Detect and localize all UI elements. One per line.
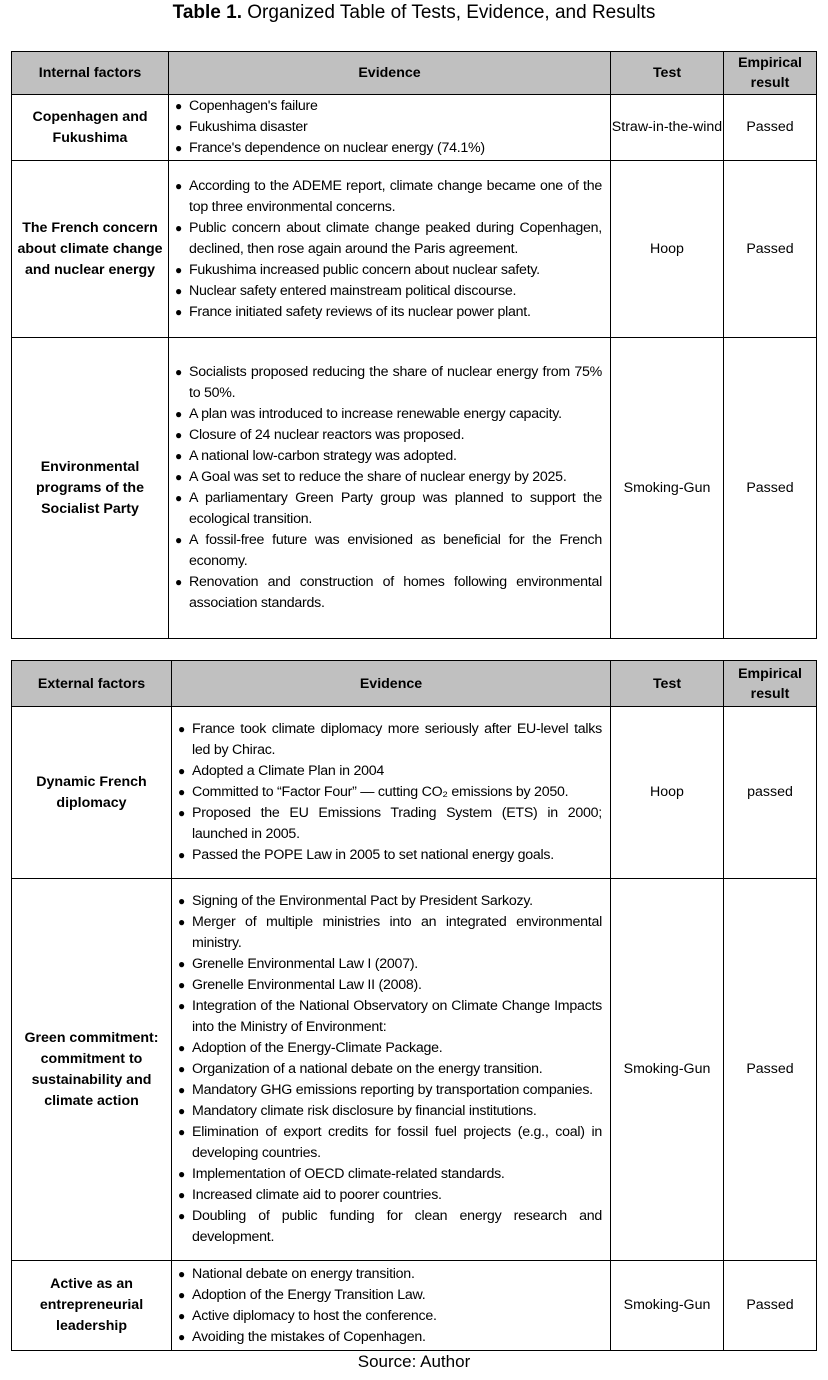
evidence-text: Integration of the National Observatory on Climate Change Impacts into the Ministry of Environment:	[192, 998, 602, 1035]
bullet-icon: ●	[178, 1062, 185, 1076]
evidence-item	[178, 1101, 602, 1122]
bullet-icon: ●	[178, 957, 185, 971]
evidence-text: Public concern about climate change peaked during Copenhagen, declined, then rose again around the Paris agreement.	[189, 219, 602, 257]
evidence-text: Proposed the EU Emissions Trading System (ETS) in 2000; launched in 2005.	[192, 805, 602, 842]
evidence-list	[175, 362, 602, 614]
factor-cell: Active as an entrepreneurial leadership	[12, 1261, 172, 1351]
table-row	[12, 707, 817, 879]
header-result: Empirical result	[724, 661, 817, 707]
test-cell: Smoking-Gun	[611, 879, 724, 1261]
evidence-text: Avoiding the mistakes of Copenhagen.	[192, 1328, 426, 1345]
evidence-text: Grenelle Environmental Law I (2007).	[192, 956, 419, 972]
evidence-item	[178, 1122, 602, 1164]
evidence-item	[178, 845, 602, 866]
bullet-icon: ●	[178, 999, 185, 1013]
evidence-text: Closure of 24 nuclear reactors was proposed.	[189, 427, 465, 443]
evidence-item	[178, 954, 602, 975]
evidence-cell	[169, 95, 611, 161]
evidence-item	[175, 96, 602, 117]
bullet-icon: ●	[175, 575, 182, 589]
evidence-text: A plan was introduced to increase renewable energy capacity.	[189, 406, 562, 422]
evidence-list	[175, 176, 602, 323]
evidence-text: A national low-carbon strategy was adopted.	[189, 448, 457, 464]
header-factors: External factors	[12, 661, 172, 707]
bullet-icon: ●	[175, 428, 182, 442]
result-cell: passed	[724, 707, 817, 879]
evidence-text: Elimination of export credits for fossil fuel projects (e.g., coal) in developing countries.	[192, 1124, 602, 1161]
bullet-icon: ●	[178, 806, 185, 820]
table-row	[12, 95, 817, 161]
evidence-item	[175, 176, 602, 218]
factor-cell: Copenhagen and Fukushima	[12, 95, 169, 161]
evidence-text: Adoption of the Energy-Climate Package.	[192, 1040, 443, 1056]
evidence-item	[175, 425, 602, 446]
evidence-text: Fukushima increased public concern about nuclear safety.	[189, 261, 540, 278]
bullet-icon: ●	[178, 848, 185, 862]
table-row	[12, 1261, 817, 1351]
evidence-text: Signing of the Environmental Pact by President Sarkozy.	[192, 893, 533, 909]
bullet-icon: ●	[175, 178, 182, 193]
factor-cell: Dynamic French diplomacy	[12, 707, 172, 879]
evidence-cell	[172, 1261, 611, 1351]
evidence-list	[175, 96, 602, 159]
evidence-cell	[169, 338, 611, 639]
bullet-icon: ●	[175, 283, 182, 298]
bullet-icon: ●	[178, 1125, 185, 1139]
evidence-item	[175, 488, 602, 530]
evidence-text: Merger of multiple ministries into an integrated environmental ministry.	[192, 914, 602, 951]
evidence-item	[175, 138, 602, 159]
evidence-text: Active diplomacy to host the conference.	[192, 1307, 437, 1324]
bullet-icon: ●	[175, 120, 182, 134]
table-header-row	[12, 52, 817, 95]
bullet-icon: ●	[178, 1329, 185, 1344]
evidence-text: A Goal was set to reduce the share of nuclear energy by 2025.	[189, 469, 567, 485]
result-cell: Passed	[724, 95, 817, 161]
evidence-text: Doubling of public funding for clean energy research and development.	[192, 1208, 602, 1245]
evidence-text: Implementation of OECD climate-related standards.	[192, 1166, 505, 1182]
evidence-item	[178, 803, 602, 845]
bullet-icon: ●	[178, 1209, 185, 1223]
bullet-icon: ●	[175, 407, 182, 421]
table-row	[12, 879, 817, 1261]
evidence-item	[178, 1327, 602, 1348]
evidence-item	[175, 404, 602, 425]
evidence-item	[178, 1185, 602, 1206]
test-cell: Smoking-Gun	[611, 338, 724, 639]
evidence-item	[175, 530, 602, 572]
bullet-icon: ●	[178, 1167, 185, 1181]
table-caption	[0, 0, 828, 26]
header-result: Empirical result	[724, 52, 817, 95]
result-cell: Passed	[724, 161, 817, 338]
evidence-item	[175, 260, 602, 281]
evidence-text: Mandatory climate risk disclosure by financial institutions.	[192, 1103, 537, 1119]
header-test: Test	[611, 52, 724, 95]
evidence-item	[175, 302, 602, 323]
evidence-item	[178, 782, 602, 803]
evidence-item	[178, 1264, 602, 1285]
evidence-text: Nuclear safety entered mainstream political discourse.	[189, 282, 517, 299]
test-cell: Hoop	[611, 161, 724, 338]
evidence-cell	[169, 161, 611, 338]
evidence-text: France initiated safety reviews of its nuclear power plant.	[189, 303, 531, 320]
result-cell: Passed	[724, 1261, 817, 1351]
evidence-item	[178, 912, 602, 954]
evidence-item	[178, 1306, 602, 1327]
evidence-cell	[172, 879, 611, 1261]
test-cell: Straw-in-the-wind	[611, 95, 724, 161]
header-factors: Internal factors	[12, 52, 169, 95]
evidence-text: Copenhagen's failure	[189, 98, 318, 114]
bullet-icon: ●	[175, 141, 182, 155]
bullet-icon: ●	[178, 785, 185, 799]
bullet-icon: ●	[178, 894, 185, 908]
evidence-cell	[172, 707, 611, 879]
evidence-item	[178, 1038, 602, 1059]
evidence-text: Committed to “Factor Four” — cutting CO₂ emissions by 2050.	[192, 784, 569, 800]
source-note: Source: Author	[357, 1352, 471, 1371]
evidence-item	[178, 891, 602, 912]
evidence-text: Mandatory GHG emissions reporting by transportation companies.	[192, 1082, 593, 1098]
evidence-text: Organization of a national debate on the energy transition.	[192, 1061, 543, 1077]
internal-factors-table	[11, 51, 817, 639]
evidence-item	[178, 1164, 602, 1185]
bullet-icon: ●	[175, 449, 182, 463]
evidence-text: Renovation and construction of homes following environmental association standards.	[189, 574, 602, 611]
evidence-text: Increased climate aid to poorer countries.	[192, 1187, 442, 1203]
evidence-list	[178, 719, 602, 866]
bullet-icon: ●	[178, 915, 185, 929]
bullet-icon: ●	[178, 722, 185, 736]
bullet-icon: ●	[175, 533, 182, 547]
evidence-item	[178, 1059, 602, 1080]
evidence-text: Socialists proposed reducing the share of nuclear energy from 75% to 50%.	[189, 364, 602, 401]
evidence-item	[178, 996, 602, 1038]
factor-cell: Green commitment: commitment to sustainability and climate action	[12, 879, 172, 1261]
evidence-text: Passed the POPE Law in 2005 to set national energy goals.	[192, 847, 554, 863]
evidence-item	[175, 467, 602, 488]
evidence-text: France took climate diplomacy more seriously after EU-level talks led by Chirac.	[192, 721, 602, 758]
header-evidence: Evidence	[169, 52, 611, 95]
test-cell: Smoking-Gun	[611, 1261, 724, 1351]
evidence-text: A fossil-free future was envisioned as beneficial for the French economy.	[189, 532, 602, 569]
result-cell: Passed	[724, 879, 817, 1261]
bullet-icon: ●	[178, 1308, 185, 1323]
evidence-item	[178, 1080, 602, 1101]
evidence-text: A parliamentary Green Party group was planned to support the ecological transition.	[189, 490, 602, 527]
factor-cell: Environmental programs of the Socialist Party	[12, 338, 169, 639]
evidence-item	[175, 218, 602, 260]
bullet-icon: ●	[175, 304, 182, 319]
table-row	[12, 161, 817, 338]
external-factors-table	[11, 660, 817, 1351]
evidence-text: France's dependence on nuclear energy (74.1%)	[189, 140, 485, 156]
bullet-icon: ●	[178, 1041, 185, 1055]
evidence-item	[175, 362, 602, 404]
evidence-list	[178, 1264, 602, 1348]
evidence-list	[178, 891, 602, 1248]
evidence-text: Fukushima disaster	[189, 119, 308, 135]
bullet-icon: ●	[178, 978, 185, 992]
evidence-text: According to the ADEME report, climate change became one of the top three environmental concerns.	[189, 177, 602, 215]
evidence-item	[178, 1285, 602, 1306]
test-cell: Hoop	[611, 707, 724, 879]
table-row	[12, 338, 817, 639]
evidence-text: National debate on energy transition.	[192, 1265, 415, 1282]
header-evidence: Evidence	[172, 661, 611, 707]
evidence-text: Adopted a Climate Plan in 2004	[192, 763, 385, 779]
bullet-icon: ●	[175, 220, 182, 235]
bullet-icon: ●	[178, 1104, 185, 1118]
bullet-icon: ●	[178, 764, 185, 778]
bullet-icon: ●	[175, 365, 182, 379]
evidence-text: Adoption of the Energy Transition Law.	[192, 1286, 426, 1303]
bullet-icon: ●	[175, 491, 182, 505]
evidence-item	[178, 975, 602, 996]
evidence-item	[178, 1206, 602, 1248]
table-header-row	[12, 661, 817, 707]
bullet-icon: ●	[175, 470, 182, 484]
factor-cell: The French concern about climate change and nuclear energy	[12, 161, 169, 338]
evidence-text: Grenelle Environmental Law II (2008).	[192, 977, 422, 993]
bullet-icon: ●	[178, 1083, 185, 1097]
bullet-icon: ●	[178, 1266, 185, 1281]
evidence-item	[175, 572, 602, 614]
bullet-icon: ●	[178, 1188, 185, 1202]
bullet-icon: ●	[175, 99, 182, 113]
bullet-icon: ●	[178, 1287, 185, 1302]
evidence-item	[178, 761, 602, 782]
bullet-icon: ●	[175, 262, 182, 277]
caption-label: Table 1.	[172, 2, 242, 23]
evidence-item	[175, 117, 602, 138]
header-test: Test	[611, 661, 724, 707]
evidence-item	[175, 446, 602, 467]
caption-text: Organized Table of Tests, Evidence, and Results	[247, 2, 656, 23]
evidence-item	[175, 281, 602, 302]
evidence-item	[178, 719, 602, 761]
result-cell: Passed	[724, 338, 817, 639]
